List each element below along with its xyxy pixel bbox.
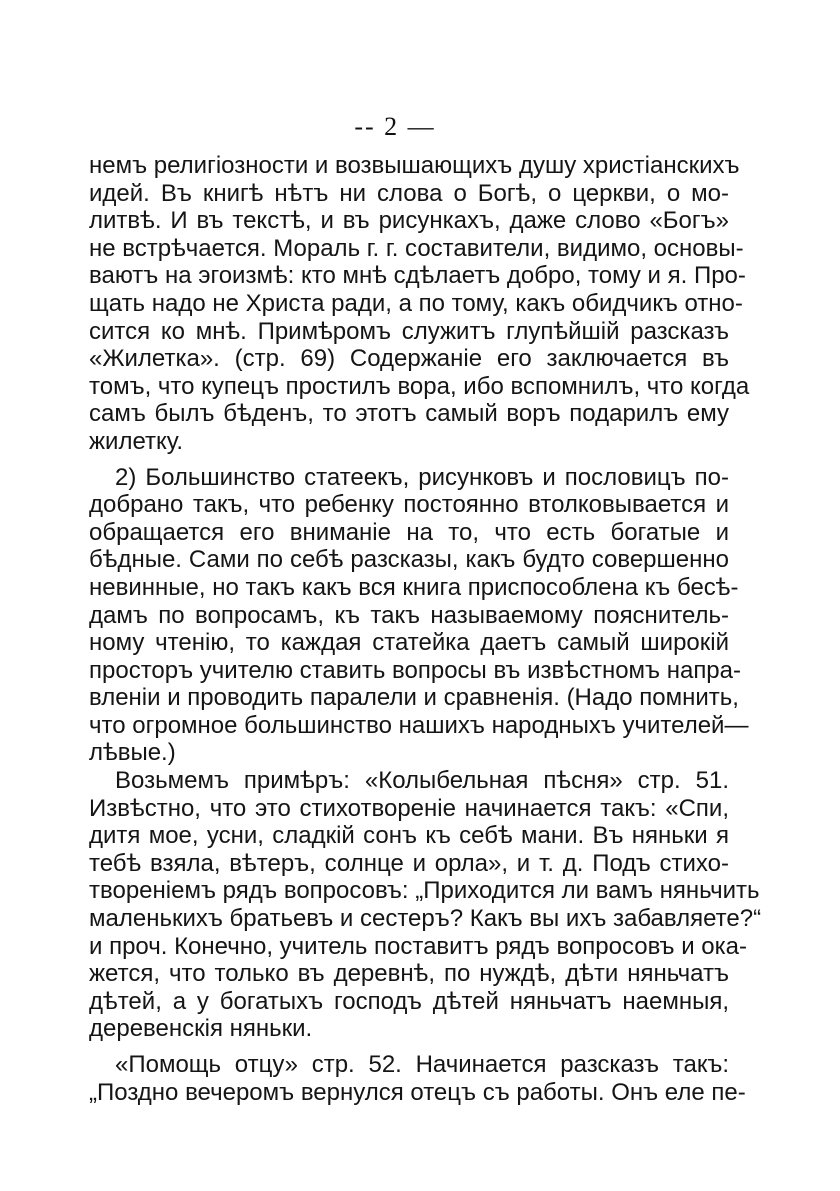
body-text xyxy=(89,152,762,1106)
text-line: Извѣстно, что это стихотворенiе начинается такъ: «Спи, xyxy=(89,794,729,822)
paragraph-gap xyxy=(89,1043,729,1051)
text-line: Возьмемъ примѣръ: «Колыбельная пѣсня» стр. 51. xyxy=(115,767,729,795)
paragraph-religion xyxy=(89,152,750,456)
text-line: 2) Большинство статеекъ, рисунковъ и пословицъ по- xyxy=(115,463,729,491)
text-line: дѣтей, а у богатыхъ господъ дѣтей няньчатъ наемныя, xyxy=(89,987,729,1015)
text-line: маленькихъ братьевъ и сестеръ? Какъ вы ихъ забавляете?“ xyxy=(89,905,762,933)
paragraph-father-help xyxy=(89,1051,746,1106)
text-line: дитя мое, усни, сладкiй сонъ къ себѣ мани. Въ няньки я xyxy=(89,822,729,850)
text-line: «Помощь отцу» стр. 52. Начинается разсказъ такъ: xyxy=(115,1051,729,1078)
text-line: тебѣ взяла, вѣтеръ, солнце и орла», и т. д. Подъ стихо- xyxy=(89,849,729,877)
text-line: щать надо не Христа ради, а по тому, какъ обидчикъ отно- xyxy=(89,289,743,317)
text-line: лѣвые.) xyxy=(89,739,176,767)
text-line: томъ, что купецъ простилъ вора, ибо вспомнилъ, что когда xyxy=(89,372,750,400)
text-line: „Поздно вечеромъ вернулся отецъ съ работы. Онъ еле пе- xyxy=(89,1078,746,1106)
paragraph-lullaby xyxy=(89,767,762,1043)
text-line: обращается его вниманiе на то, что есть богатые и xyxy=(89,518,729,546)
text-line: сится ко мнѣ. Примѣромъ служитъ глупѣйшiй разсказъ xyxy=(89,317,729,345)
text-line: творенiемъ рядъ вопросовъ: „Приходится ли вамъ няньчить xyxy=(89,877,760,905)
paragraph-rich-and-poor xyxy=(89,463,749,768)
text-line: жилетку. xyxy=(89,427,184,455)
text-line: немъ религiозности и возвышающихъ душу христiанскихъ xyxy=(89,152,740,179)
text-line: жется, что только въ деревнѣ, по нуждѣ, дѣти няньчатъ xyxy=(89,960,729,988)
text-line: бѣдные. Сами по себѣ разсказы, какъ будто совершенно xyxy=(89,546,729,574)
text-line: и проч. Конечно, учитель поставитъ рядъ вопросовъ и ока- xyxy=(89,932,748,960)
text-line: литвѣ. И въ текстѣ, и въ рисункахъ, даже слово «Богъ» xyxy=(89,207,729,235)
text-line: идей. Въ книгѣ нѣтъ ни слова о Богѣ, о церкви, о мо- xyxy=(89,179,729,207)
text-line: не встрѣчается. Мораль г. г. составители, видимо, основы- xyxy=(89,234,744,262)
text-line: самъ былъ бѣденъ, то этотъ самый воръ подарилъ ему xyxy=(89,400,729,428)
text-line: невинные, но такъ какъ вся книга приспособлена къ бесѣ- xyxy=(89,573,739,601)
text-line: «Жилетка». (стр. 69) Содержанiе его заключается въ xyxy=(89,345,729,373)
text-line: ваютъ на эгоизмѣ: кто мнѣ сдѣлаетъ добро, тому и я. Про- xyxy=(89,262,746,290)
text-line: что огромное большинство нашихъ народныхъ учителей— xyxy=(89,711,749,739)
text-line: ному чтенiю, то каждая статейка даетъ самый широкiй xyxy=(89,629,729,657)
text-line: деревенскiя няньки. xyxy=(89,1015,313,1043)
page-number: -- 2 — xyxy=(354,112,436,141)
text-line: просторъ учителю ставить вопросы въ извѣстномъ напра- xyxy=(89,656,741,684)
text-line: дамъ по вопросамъ, къ такъ называемому пояснитель- xyxy=(89,601,729,629)
paragraph-gap xyxy=(89,456,729,464)
text-line: вленiи и проводить паралели и сравненiя. (Надо помнить, xyxy=(89,684,739,712)
text-line: добрано такъ, что ребенку постоянно втолковывается и xyxy=(89,491,729,519)
